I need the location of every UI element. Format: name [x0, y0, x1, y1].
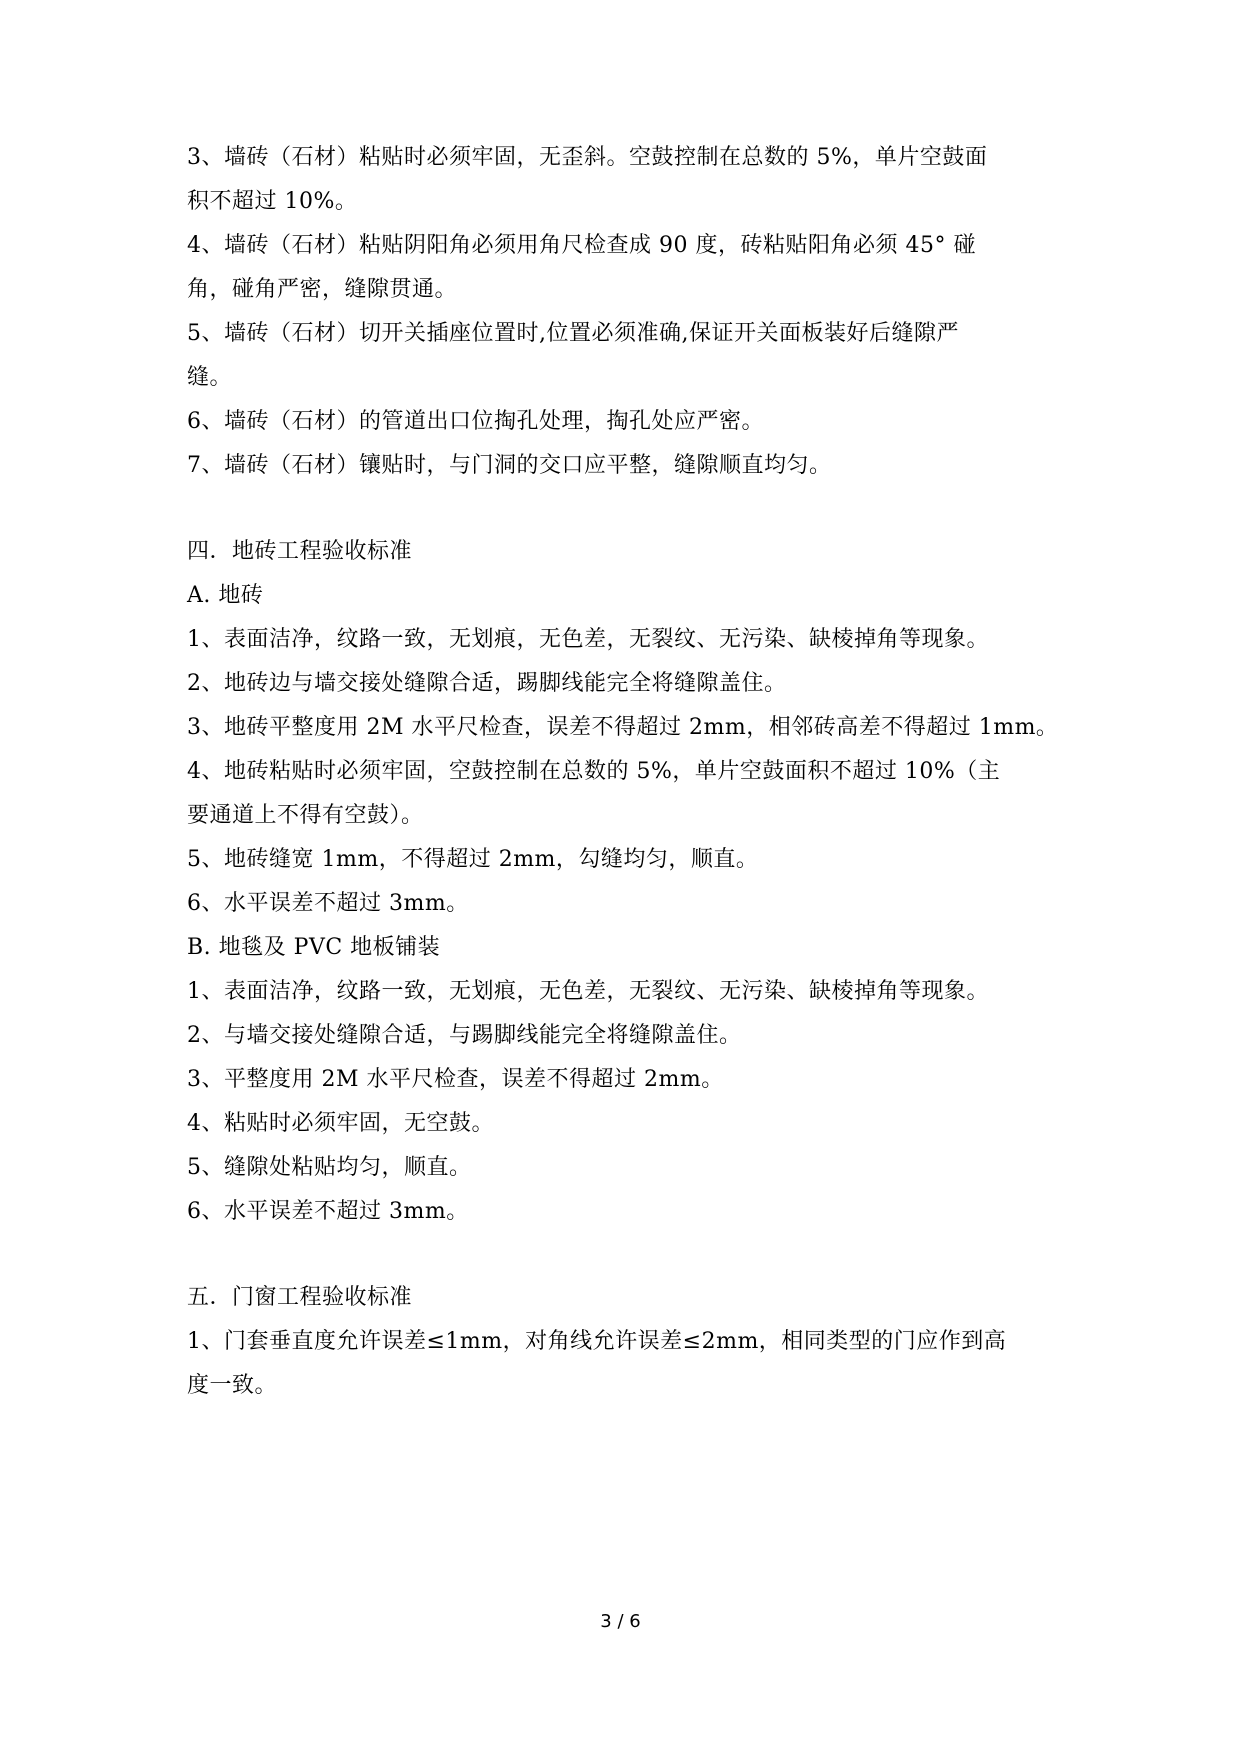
wall-item-4-line1: 4、墙砖（石材）粘贴阴阳角必须用角尺检查成 90 度，砖粘贴阳角必须 45° 碰: [187, 233, 976, 258]
wall-item-3-line2: 积不超过 10%。: [187, 189, 358, 214]
floor-tile-item-3: 3、地砖平整度用 2M 水平尺检查，误差不得超过 2mm，相邻砖高差不得超过 1mm。: [187, 715, 1059, 740]
floor-tile-item-5: 5、地砖缝宽 1mm，不得超过 2mm，勾缝均匀，顺直。: [187, 847, 759, 872]
floor-tile-item-1: 1、表面洁净，纹路一致，无划痕，无色差，无裂纹、无污染、缺棱掉角等现象。: [187, 627, 989, 652]
door-item-1-line2: 度一致。: [187, 1373, 278, 1398]
floor-tile-item-2: 2、地砖边与墙交接处缝隙合适，踢脚线能完全将缝隙盖住。: [187, 671, 787, 696]
wall-item-6: 6、墙砖（石材）的管道出口位掏孔处理，掏孔处应严密。: [187, 409, 764, 434]
carpet-item-3: 3、平整度用 2M 水平尺检查，误差不得超过 2mm。: [187, 1067, 724, 1092]
page-number: 3 / 6: [600, 1611, 641, 1632]
wall-item-4-line2: 角，碰角严密，缝隙贯通。: [187, 277, 458, 302]
carpet-item-1: 1、表面洁净，纹路一致，无划痕，无色差，无裂纹、无污染、缺棱掉角等现象。: [187, 979, 989, 1004]
floor-tile-item-4-line1: 4、地砖粘贴时必须牢固，空鼓控制在总数的 5%，单片空鼓面积不超过 10%（主: [187, 759, 1001, 784]
floor-tile-item-4-line2: 要通道上不得有空鼓）。: [187, 803, 424, 828]
wall-item-5-line2: 缝。: [187, 365, 233, 390]
section-4b-title: B. 地毯及 PVC 地板铺装: [187, 935, 441, 960]
section-4-heading: 四．地砖工程验收标准: [187, 539, 413, 564]
wall-item-7: 7、墙砖（石材）镶贴时，与门洞的交口应平整，缝隙顺直均匀。: [187, 453, 832, 478]
carpet-item-5: 5、缝隙处粘贴均匀，顺直。: [187, 1155, 472, 1180]
floor-tile-item-6: 6、水平误差不超过 3mm。: [187, 891, 469, 916]
section-4a-title: A. 地砖: [187, 583, 264, 608]
carpet-item-6: 6、水平误差不超过 3mm。: [187, 1199, 469, 1224]
section-5-heading: 五．门窗工程验收标准: [187, 1285, 413, 1310]
wall-item-5-line1: 5、墙砖（石材）切开关插座位置时,位置必须准确,保证开关面板装好后缝隙严: [187, 321, 959, 346]
wall-item-3-line1: 3、墙砖（石材）粘贴时必须牢固，无歪斜。空鼓控制在总数的 5%，单片空鼓面: [187, 145, 988, 170]
door-item-1-line1: 1、门套垂直度允许误差≤1mm，对角线允许误差≤2mm，相同类型的门应作到高: [187, 1329, 1007, 1354]
carpet-item-4: 4、粘贴时必须牢固，无空鼓。: [187, 1111, 494, 1136]
carpet-item-2: 2、与墙交接处缝隙合适，与踢脚线能完全将缝隙盖住。: [187, 1023, 742, 1048]
